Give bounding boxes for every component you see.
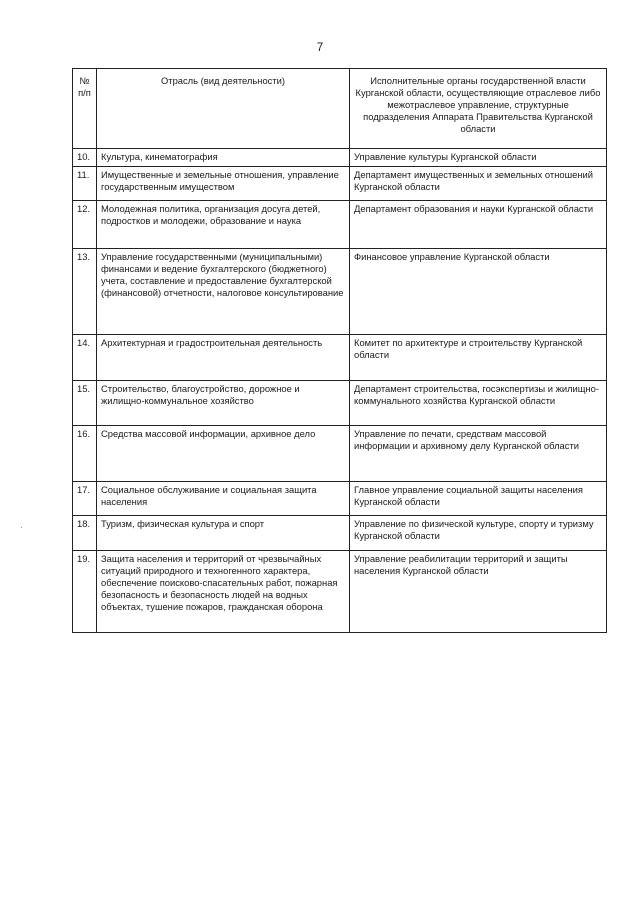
row-num: 16. xyxy=(73,426,97,482)
table-row xyxy=(73,167,607,201)
table-row xyxy=(73,149,607,167)
row-area: Средства массовой информации, архивное дело xyxy=(97,426,350,482)
row-area: Строительство, благоустройство, дорожное и жилищно-коммунальное хозяйство xyxy=(97,381,350,426)
table-header-row xyxy=(73,69,607,149)
row-authority: Управление по печати, средствам массовой информации и архивному делу Курганской области xyxy=(350,426,607,482)
table-row xyxy=(73,335,607,381)
row-num: 11. xyxy=(73,167,97,201)
row-authority: Главное управление социальной защиты населения Курганской области xyxy=(350,482,607,516)
row-area: Молодежная политика, организация досуга детей, подростков и молодежи, образование и наука xyxy=(97,201,350,249)
row-num: 12. xyxy=(73,201,97,249)
row-area: Социальное обслуживание и социальная защита населения xyxy=(97,482,350,516)
row-area: Управление государственными (муниципальными) финансами и ведение бухгалтерского (бюджетного) учета, составление и предоставление бухгалтерской (финансовой) отчетности, налоговое консультирование xyxy=(97,249,350,335)
scan-speck: · xyxy=(20,523,23,532)
row-area: Архитектурная и градостроительная деятельность xyxy=(97,335,350,381)
header-num: № п/п xyxy=(73,69,97,149)
row-authority: Финансовое управление Курганской области xyxy=(350,249,607,335)
table-row xyxy=(73,381,607,426)
table-row xyxy=(73,482,607,516)
row-authority: Комитет по архитектуре и строительству Курганской области xyxy=(350,335,607,381)
table-row xyxy=(73,551,607,633)
page-number: 7 xyxy=(316,42,324,54)
authorities-table xyxy=(72,68,607,633)
table-row xyxy=(73,201,607,249)
row-authority: Департамент строительства, госэкспертизы и жилищно-коммунального хозяйства Курганской области xyxy=(350,381,607,426)
row-area: Туризм, физическая культура и спорт xyxy=(97,516,350,551)
row-num: 18. xyxy=(73,516,97,551)
header-authority: Исполнительные органы государственной власти Курганской области, осуществляющие отраслевое либо межотраслевое управление, структурные подразделения Аппарата Правительства Курганской области xyxy=(350,69,607,149)
row-authority: Управление культуры Курганской области xyxy=(350,149,607,167)
table-row xyxy=(73,249,607,335)
header-area: Отрасль (вид деятельности) xyxy=(97,69,350,149)
row-area: Культура, кинематография xyxy=(97,149,350,167)
row-num: 10. xyxy=(73,149,97,167)
row-authority: Департамент имущественных и земельных отношений Курганской области xyxy=(350,167,607,201)
row-num: 19. xyxy=(73,551,97,633)
table-row xyxy=(73,426,607,482)
row-num: 14. xyxy=(73,335,97,381)
row-authority: Управление реабилитации территорий и защиты населения Курганской области xyxy=(350,551,607,633)
table-row xyxy=(73,516,607,551)
row-area: Защита населения и территорий от чрезвычайных ситуаций природного и техногенного характера, обеспечение поисково-спасательных работ, пожарная безопасность и безопасность людей на водных объектах, тушение пожаров, гражданская оборона xyxy=(97,551,350,633)
row-area: Имущественные и земельные отношения, управление государственным имуществом xyxy=(97,167,350,201)
row-num: 15. xyxy=(73,381,97,426)
row-authority: Департамент образования и науки Курганской области xyxy=(350,201,607,249)
row-num: 13. xyxy=(73,249,97,335)
row-num: 17. xyxy=(73,482,97,516)
row-authority: Управление по физической культуре, спорту и туризму Курганской области xyxy=(350,516,607,551)
